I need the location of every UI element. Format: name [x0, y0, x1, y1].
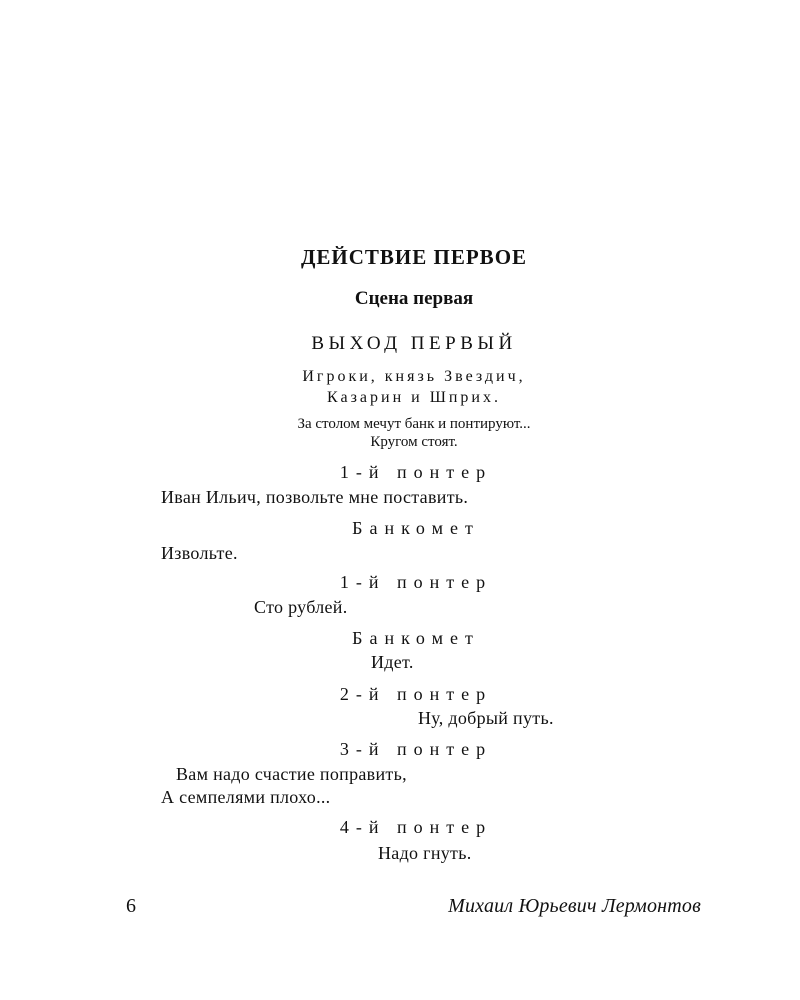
act-title: ДЕЙСТВИЕ ПЕРВОЕ	[300, 245, 528, 269]
characters-line: Игроки, князь Звездич,	[302, 368, 526, 385]
dialogue-line: Вам надо счастие поправить,	[176, 764, 407, 784]
dialogue-line: А семпелями плохо...	[161, 787, 331, 807]
exit-title: ВЫХОД ПЕРВЫЙ	[311, 333, 517, 354]
dialogue-line: Ну, добрый путь.	[418, 708, 554, 728]
speaker-name: Банкомет	[352, 518, 480, 538]
speaker-name: 3-й понтер	[339, 739, 493, 759]
speaker-name: Банкомет	[352, 628, 480, 648]
dialogue-line: Извольте.	[161, 543, 238, 563]
stage-direction: Кругом стоят.	[370, 434, 458, 450]
page-number: 6	[126, 895, 136, 917]
dialogue-line: Сто рублей.	[254, 597, 348, 617]
speaker-name: 1-й понтер	[339, 462, 493, 482]
dialogue-line: Идет.	[371, 652, 414, 672]
speaker-name: 2-й понтер	[339, 684, 493, 704]
scene-title: Сцена первая	[354, 288, 474, 309]
speaker-name: 4-й понтер	[339, 817, 493, 837]
stage-direction: За столом мечут банк и понтируют...	[297, 416, 531, 432]
dialogue-line: Надо гнуть.	[378, 843, 472, 863]
speaker-name: 1-й понтер	[339, 572, 493, 592]
running-footer-author: Михаил Юрьевич Лермонтов	[448, 895, 701, 917]
characters-line: Казарин и Шприх.	[327, 389, 501, 406]
dialogue-line: Иван Ильич, позвольте мне поставить.	[161, 487, 469, 507]
